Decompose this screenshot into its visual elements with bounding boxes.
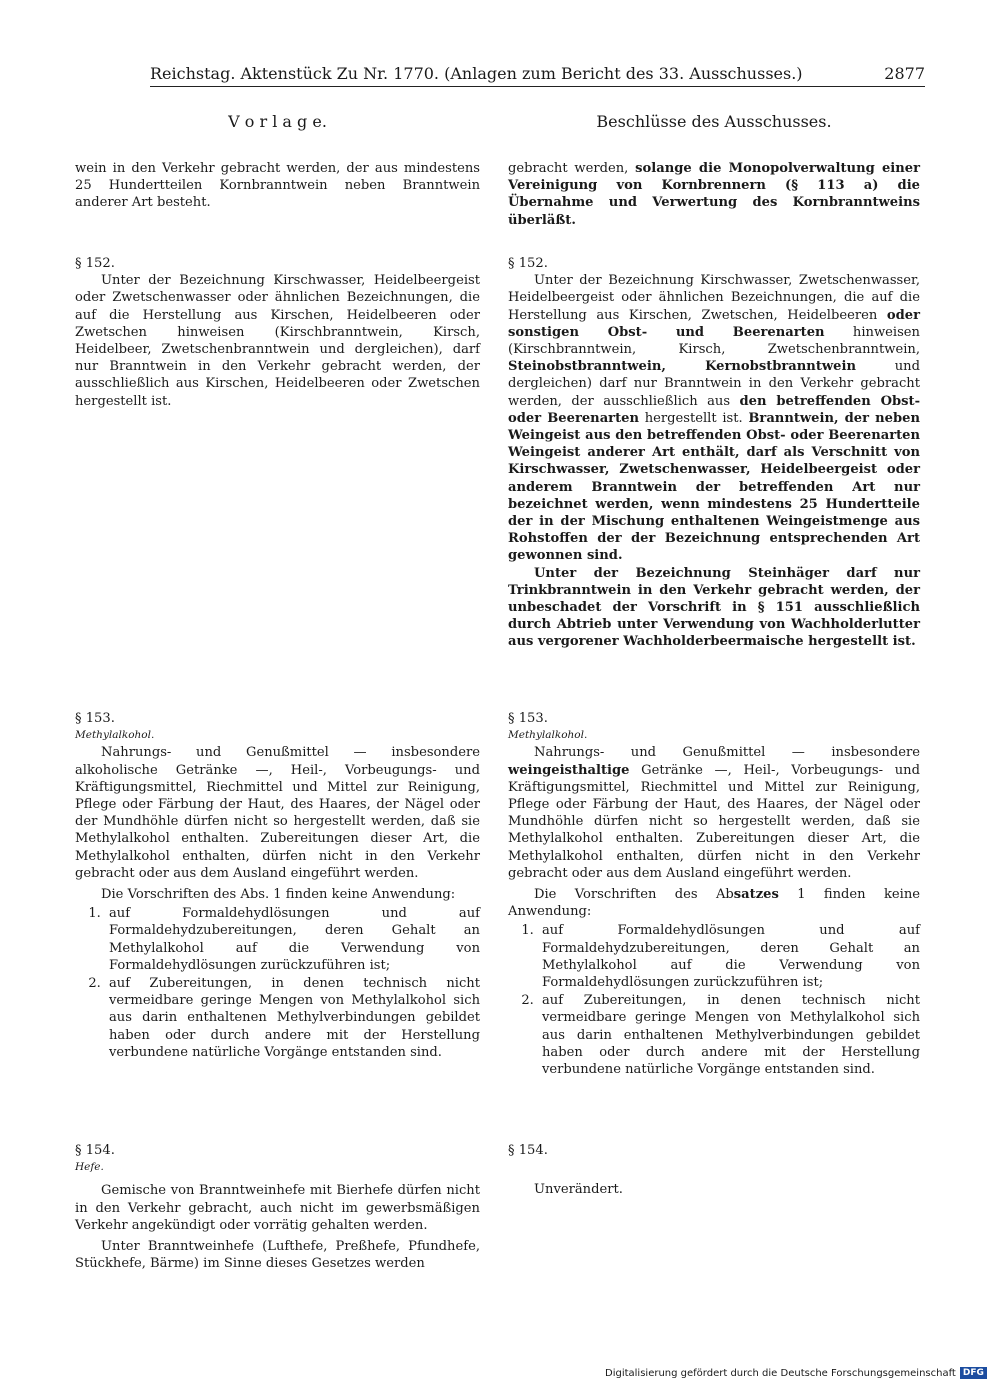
left-153-item-2: 2. auf Zubereitungen, in denen technisch nicht vermeidbare geringe Mengen von Methylalkohol sich aus darin enthaltenen Methylverbindungen gebildet haben oder durch andere mit der Herstellung verbundene natürliche Vorgänge entstanden sind.: [105, 975, 480, 1061]
right-section-153: [508, 710, 920, 1079]
right-152-amend-h: Branntwein, der neben Weingeist aus den betreffenden Obst- oder Beerenarten Weingeist anderer Art enthält, darf als Verschnitt von Kirschwasser, Zwetschenwasser, Heidelbeergeist oder anderem Branntwein der betreffenden Art nur bezeichnet werden, wenn mindestens 25 Hundertteile der in der Mischung enthaltenen Weingeistmenge aus Rohstoffen der der Bezeichnung entsprechenden Art gewonnen sind.: [508, 410, 920, 564]
left-154-paragraph-1: Gemische von Branntweinhefe mit Bierhefe dürfen nicht in den Verkehr gebracht, auch nicht im gewerbsmäßigen Verkehr angekündigt oder vorrätig gehalten werden.: [75, 1183, 480, 1233]
left-154-subtitle: Hefe.: [75, 1161, 104, 1174]
right-152-amend-d: Steinobstbranntwein, Kernobstbranntwein: [508, 359, 856, 375]
right-153-amend-b: weingeisthaltige: [508, 762, 630, 778]
left-section-154: [75, 1142, 480, 1272]
right-154-title: § 154.: [508, 1143, 548, 1158]
footer-text: Digitalisierung gefördert durch die Deutsche Forschungsgemeinschaft: [605, 1367, 956, 1379]
left-intro-text: wein in den Verkehr gebracht werden, der aus mindestens 25 Hundertteilen Kornbranntwein neben Branntwein anderer Art besteht.: [75, 161, 480, 211]
right-column-heading: Beschlüsse des Ausschusses.: [596, 112, 832, 131]
left-153-paragraph-1: Nahrungs- und Genußmittel — insbesondere alkoholische Getränke —, Heil-, Vorbeugungs- und Kräftigungsmittel, Riechmittel und Mittel zur Reinigung, Pflege oder Färbung der Haut, des Haares, der Nägel oder der Mundhöhle dürfen nicht so hergestellt werden, daß sie Methylalkohol enthalten. Zubereitungen dieser Art, die Methylalkohol enthalten, dürfen nicht in den Verkehr gebracht oder aus dem Ausland eingeführt werden.: [75, 745, 480, 881]
right-intro-text: [508, 160, 920, 229]
right-section-154: [508, 1142, 920, 1198]
left-152-title: § 152.: [75, 256, 115, 271]
right-152-amend-f: den betreffenden Obst- oder Beerenarten: [508, 393, 920, 426]
right-152-text-a: Unter der Bezeichnung Kirschwasser, Zwetschenwasser, Heidelbeergeist oder ähnlichen Bezeichnungen, die auf die Herstellung aus Kirschen, Zwetschen, Heidelbeeren: [508, 273, 920, 323]
right-153-item-1: 1. auf Formaldehydlösungen und auf Formaldehydzubereitungen, deren Gehalt an Methylalkohol auf die Verwendung von Formaldehydlösungen zurückzuführen ist;: [538, 922, 920, 991]
left-153-title: § 153.: [75, 711, 115, 726]
right-153-list: [508, 922, 920, 1078]
page-number: 2877: [884, 64, 925, 83]
right-152-text-g: hergestellt ist.: [644, 410, 743, 426]
right-153-p2-c: 1 finden keine Anwendung:: [508, 887, 921, 920]
right-153-paragraph-1: [508, 744, 920, 882]
left-154-paragraph-2: Unter Branntweinhefe (Lufthefe, Preßhefe, Pfundhefe, Stückhefe, Bärme) im Sinne dieses Gesetzes werden: [75, 1239, 480, 1272]
left-section-153: [75, 710, 480, 1062]
right-152-paragraph-1: [508, 272, 920, 564]
right-intro: [508, 160, 920, 229]
right-153-text-c: Getränke —, Heil-, Vorbeugungs- und Kräftigungsmittel, Riechmittel und Mittel zur Reinigung, Pflege oder Färbung der Haut, des Haares, der Nägel oder Mundhöhle dürfen nicht so hergestellt werden, daß sie Methylalkohol enthalten. Zubereitungen dieser Art, die Methylalkohol enthalten, dürfen nicht in den Verkehr gebracht oder aus dem Ausland eingeführt werden.: [508, 762, 920, 881]
right-152-paragraph-2: Unter der Bezeichnung Steinhäger darf nur Trinkbranntwein in den Verkehr gebracht werden, der unbeschadet der Vorschrift in § 151 ausschließlich durch Abtrieb unter Verwendung von Wachholderlutter aus vergorener Wachholderbeermaische hergestellt ist.: [508, 565, 920, 650]
left-154-title: § 154.: [75, 1143, 115, 1158]
right-153-subtitle: Methylalkohol.: [508, 729, 588, 742]
header-title: Reichstag. Aktenstück Zu Nr. 1770. (Anlagen zum Bericht des 33. Ausschusses.): [150, 64, 803, 83]
left-152-paragraph: Unter der Bezeichnung Kirschwasser, Heidelbeergeist oder Zwetschenwasser oder ähnlichen Bezeichnungen, die auf die Herstellung aus Kirschen, Heidelbeeren oder Zwetschen hinweisen (Kirschbranntwein, Kirsch, Heidelbeer, Zwetschenbranntwein und dergleichen), darf nur Branntwein in den Verkehr gebracht werden, der ausschließlich aus Kirschen, Heidelbeeren oder Zwetschen hergestellt ist.: [75, 273, 480, 409]
right-153-p2-a: Die Vorschriften des Ab: [534, 887, 734, 903]
right-section-152: [508, 255, 920, 651]
right-152-title: § 152.: [508, 256, 548, 271]
left-column-heading: V o r l a g e.: [228, 112, 327, 131]
right-154-paragraph: Unverändert.: [534, 1182, 623, 1198]
footer-credit: [605, 1367, 987, 1379]
right-152-amend-b: oder sonstigen Obst- und Beerenarten: [508, 307, 920, 340]
right-153-title: § 153.: [508, 711, 548, 726]
left-section-152: [75, 255, 480, 410]
right-intro-amendment: solange die Monopolverwaltung einer Vereinigung von Kornbrennern (§ 113 a) die Übernahme und Verwertung des Kornbranntweins überläßt.: [508, 161, 920, 228]
left-153-list: [75, 905, 480, 1061]
dfg-logo: DFG: [960, 1367, 987, 1379]
left-153-item-1: 1. auf Formaldehydlösungen und auf Formaldehydzubereitungen, deren Gehalt an Methylalkohol auf die Verwendung von Formaldehydlösungen zurückzuführen ist;: [105, 905, 480, 974]
right-intro-plain: gebracht werden,: [508, 161, 629, 176]
right-152-text-c: hinweisen (Kirschbranntwein, Kirsch, Zwetschenbranntwein,: [508, 324, 920, 358]
right-153-item-2: 2. auf Zubereitungen, in denen technisch nicht vermeidbare geringe Mengen von Methylalkohol sich aus darin enthaltenen Methylverbindungen gebildet haben oder durch andere mit der Herstellung verbundene natürliche Vorgänge entstanden sind.: [538, 992, 920, 1078]
right-153-paragraph-2: [508, 886, 920, 920]
left-153-paragraph-2: Die Vorschriften des Abs. 1 finden keine Anwendung:: [101, 887, 456, 903]
right-152-text-e: und dergleichen) darf nur Branntwein in den Verkehr gebracht werden, der ausschließlich aus: [508, 359, 920, 409]
right-153-p2-amend: satzes: [733, 887, 779, 903]
running-header: [150, 62, 925, 87]
left-intro: [75, 160, 480, 212]
left-153-subtitle: Methylalkohol.: [75, 729, 155, 742]
right-153-text-a: Nahrungs- und Genußmittel — insbesondere: [534, 745, 920, 761]
